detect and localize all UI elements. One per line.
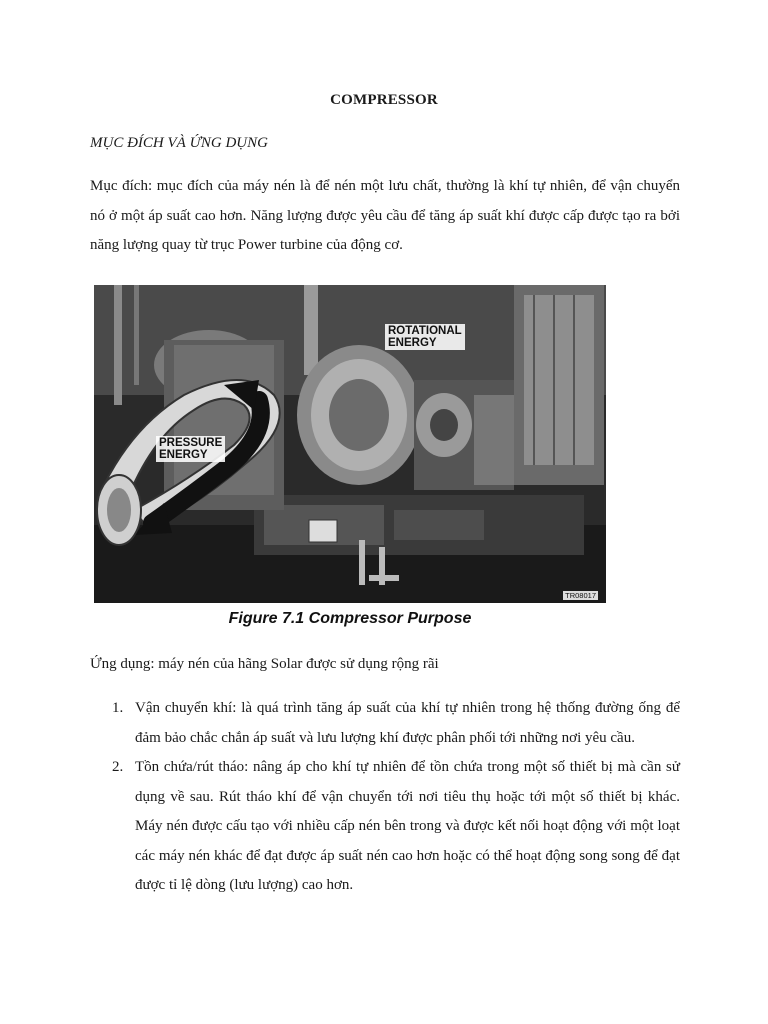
list-item-text: Vận chuyển khí: là quá trình tăng áp suất của khí tự nhiên trong hệ thống đường ống để đảm bảo chắc chắn áp suất và lưu lượng khí được phân phối tới những nơi yêu cầu. xyxy=(135,700,680,746)
figure xyxy=(94,285,606,635)
section-heading: MỤC ĐÍCH VÀ ỨNG DỤNG xyxy=(90,135,268,151)
document-title: COMPRESSOR xyxy=(330,92,438,108)
applications-list xyxy=(90,694,680,901)
list-item xyxy=(90,753,680,901)
rotational-energy-label: ROTATIONAL ENERGY xyxy=(385,324,465,350)
applications-intro: Ứng dụng: máy nén của hãng Solar được sử dụng rộng rãi xyxy=(90,656,439,672)
list-item-number: 1. xyxy=(112,700,124,716)
list-item xyxy=(90,694,680,753)
compressor-photo xyxy=(94,285,606,603)
pressure-energy-label: PRESSURE ENERGY xyxy=(156,436,225,462)
list-item-number: 2. xyxy=(112,759,124,775)
list-item-text: Tồn chứa/rút tháo: nâng áp cho khí tự nhiên để tồn chứa trong một số thiết bị mà cần sử dụng về sau. Rút tháo khí để vận chuyển tới nơi tiêu thụ hoặc tới một số thiết bị khác. Máy nén được cấu tạo với nhiều cấp nén bên trong và được kết nối hoạt động với một loạt các máy nén khác để đạt được áp suất nén cao hơn hoặc có thể hoạt động song song để đạt được tỉ lệ dòng (lưu lượng) cao hơn. xyxy=(135,759,680,893)
intro-paragraph: Mục đích: mục đích của máy nén là để nén một lưu chất, thường là khí tự nhiên, để vận chuyển nó ở một áp suất cao hơn. Năng lượng được yêu cầu để tăng áp suất khí được cấp được tạo ra bởi năng lượng quay từ trục Power turbine của động cơ. xyxy=(90,178,680,253)
image-code: TR08017 xyxy=(565,591,596,600)
figure-caption: Figure 7.1 Compressor Purpose xyxy=(228,610,472,627)
